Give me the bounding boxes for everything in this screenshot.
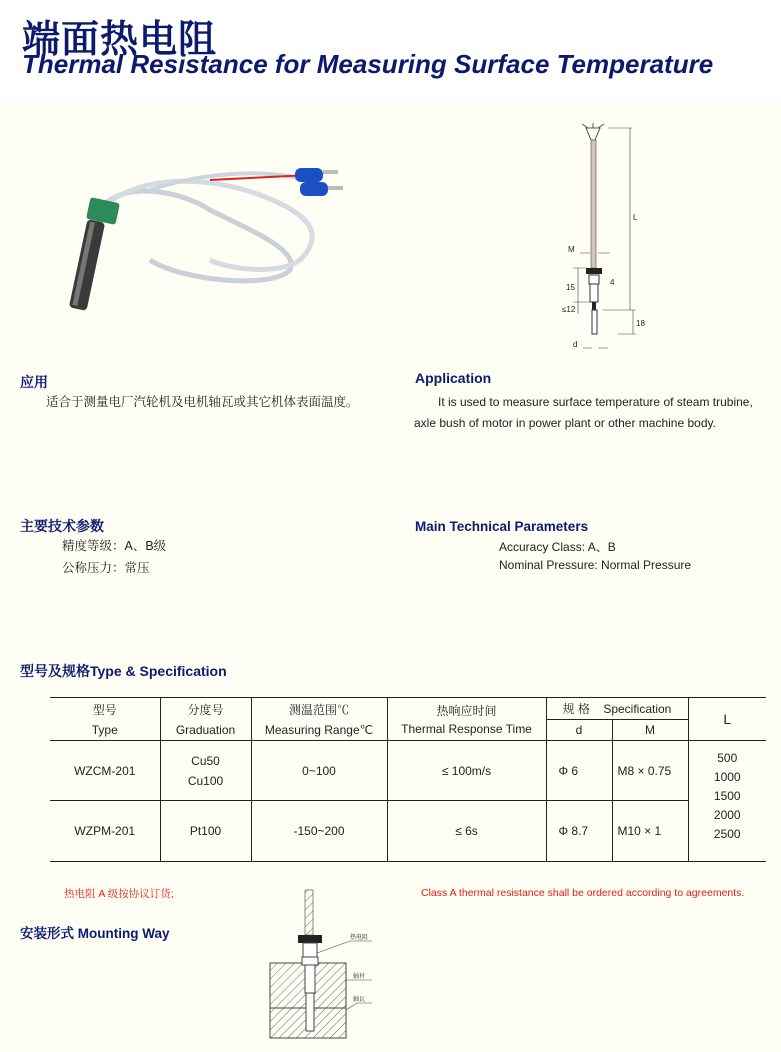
cell-response: ≤ 6s — [387, 801, 546, 862]
note-cn: 热电阻 A 级按协议订货; — [64, 888, 174, 900]
dim-label-M: M — [568, 245, 575, 254]
cell-M: M10 × 1 — [612, 801, 688, 862]
spec-heading-en: Type & Specification — [90, 663, 227, 679]
cell-M: M8 × 0.75 — [612, 741, 688, 801]
spec-heading — [20, 661, 227, 681]
mount-label: 轴瓦 — [353, 997, 366, 1003]
header-graduation: 分度号 Graduation — [160, 698, 251, 741]
cell-range: 0~100 — [251, 741, 387, 801]
cell-graduation: Cu50 Cu100 — [160, 741, 251, 801]
cell-type: WZCM-201 — [50, 741, 160, 801]
product-photo — [60, 150, 350, 320]
cell-range: -150~200 — [251, 801, 387, 862]
cell-response: ≤ 100m/s — [387, 741, 546, 801]
spec-table — [50, 697, 766, 862]
application-text-cn: 适合于测量电厂汽轮机及电机轴瓦或其它机体表面温度。 — [46, 395, 359, 409]
param-item-en: Nominal Pressure: Normal Pressure — [499, 558, 692, 572]
table-row — [50, 741, 766, 801]
table-row — [50, 801, 766, 862]
header-L: L — [688, 698, 766, 741]
header — [0, 0, 781, 100]
mounting-heading: 安装形式 Mounting Way — [20, 926, 170, 941]
mounting-diagram — [262, 885, 402, 1050]
dim-label-d: d — [573, 340, 578, 349]
application-heading-en: Application — [415, 370, 492, 386]
mount-label: 轴衬 — [353, 974, 366, 980]
cell-L-values: 500 1000 1500 2000 2500 — [688, 741, 766, 862]
dimension-drawing — [548, 120, 648, 360]
header-response: 热响应时间 Thermal Response Time — [387, 698, 546, 741]
param-item-en: Accuracy Class: A、B — [499, 540, 616, 554]
cell-type: WZPM-201 — [50, 801, 160, 862]
title-en: Thermal Resistance for Measuring Surface Temperature — [22, 49, 714, 79]
title-cn: 端面热电阻 — [22, 17, 218, 61]
application-heading-cn: 应用 — [20, 374, 48, 390]
dim-label-12: ≤12 — [562, 305, 576, 314]
dim-label-4: 4 — [610, 278, 615, 287]
dim-label-15: 15 — [566, 283, 575, 292]
param-item-cn: 精度等级：A、B级 — [62, 539, 167, 553]
header-specification: 规 格 Specification — [546, 698, 688, 720]
dim-label-L: L — [633, 213, 638, 222]
cell-d: Φ 6 — [546, 741, 612, 801]
note-en: Class A thermal resistance shall be ordered according to agreements. — [421, 887, 745, 899]
spec-heading-cn: 型号及规格 — [20, 663, 90, 679]
param-item-cn: 公称压力：常压 — [62, 561, 150, 575]
cell-d: Φ 8.7 — [546, 801, 612, 862]
header-type: 型号 Type — [50, 698, 160, 741]
application-text-en: It is used to measure surface temperature of steam trubine, axle bush of motor in power plant or other machine body. — [414, 395, 753, 430]
header-M: M — [612, 720, 688, 741]
header-d: d — [546, 720, 612, 741]
params-heading-cn: 主要技术参数 — [20, 518, 104, 534]
dim-label-18: 18 — [636, 319, 645, 328]
header-range: 测温范围℃ Measuring Range℃ — [251, 698, 387, 741]
cell-graduation: Pt100 — [160, 801, 251, 862]
mount-label: 热电阻 — [350, 935, 369, 941]
params-heading-en: Main Technical Parameters — [415, 519, 589, 534]
